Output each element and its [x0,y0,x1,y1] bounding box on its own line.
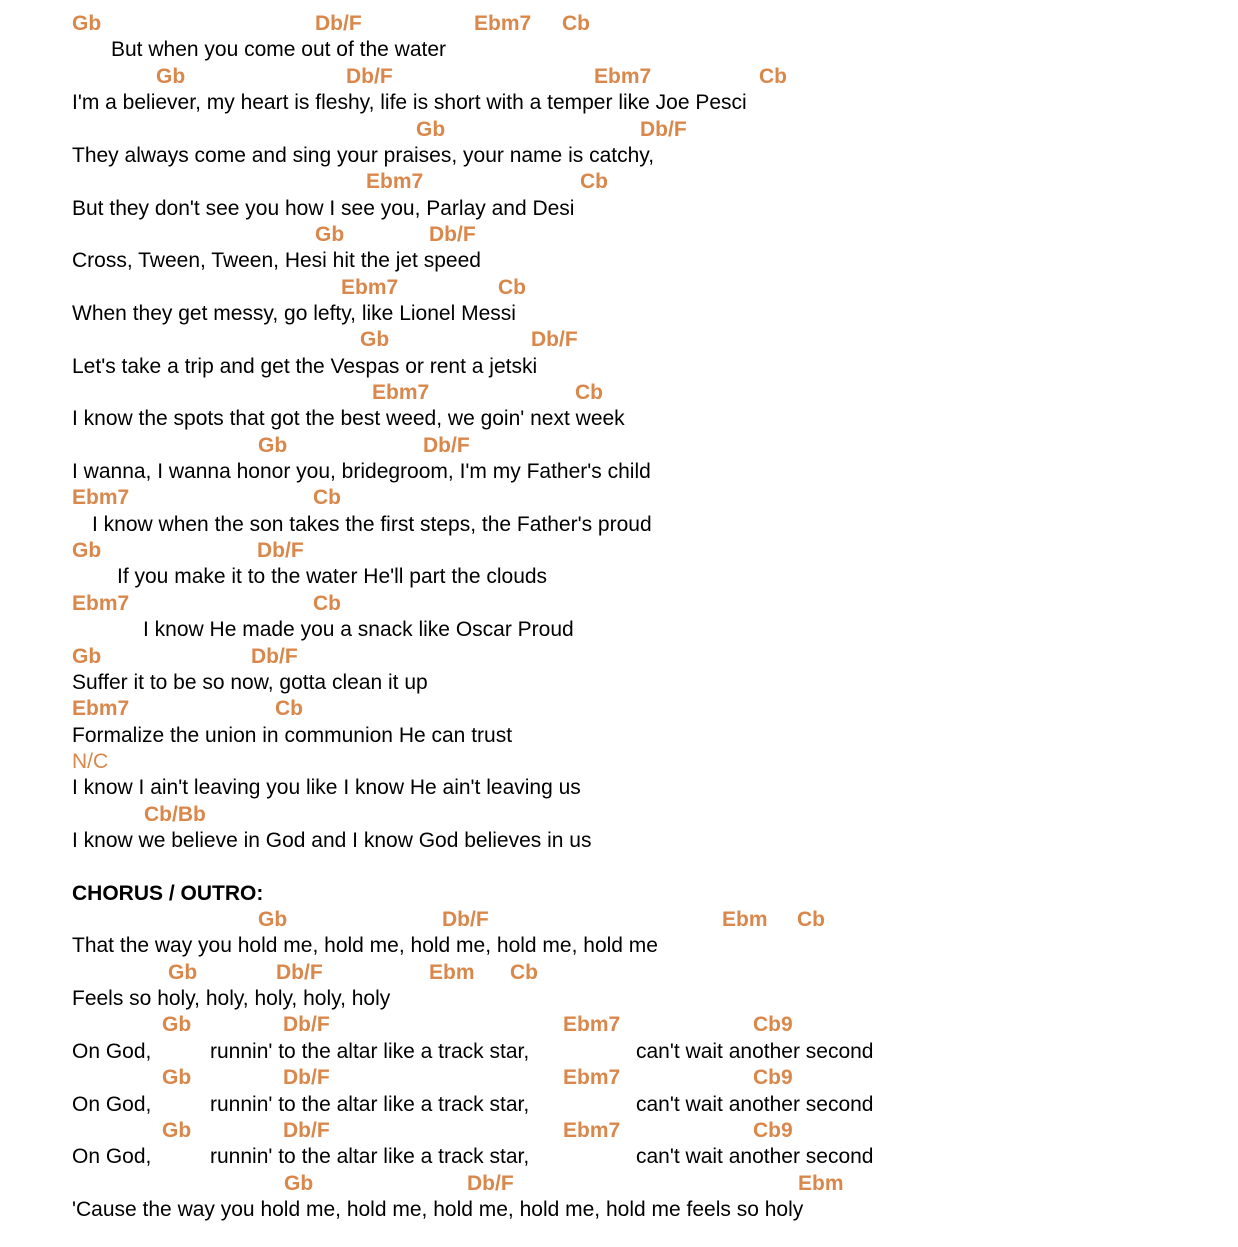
chord: Ebm7 [594,65,652,88]
chord: Gb [258,434,288,457]
lyric-line: can't wait another second [636,1145,874,1168]
chord: Gb [162,1119,192,1142]
chord: Cb [313,592,341,615]
lyric-line: On God, [72,1145,152,1168]
chord: Cb [498,276,526,299]
lyric-line: I wanna, I wanna honor you, bridegroom, I'm my Father's child [72,460,651,483]
chord: Db/F [531,328,578,351]
section-heading: CHORUS / OUTRO: [72,882,264,905]
chord: Ebm7 [474,12,532,35]
lyric-line: But when you come out of the water [111,38,447,61]
lyric-line: runnin' to the altar like a track star, [210,1040,530,1063]
chord: Cb [759,65,787,88]
chord: Cb [575,381,603,404]
chord: Ebm7 [72,592,130,615]
chord: Cb/Bb [144,803,206,826]
chord: Ebm [798,1172,844,1195]
lyric-line: But they don't see you how I see you, Parlay and Desi [72,197,575,220]
lyric-line: When they get messy, go lefty, like Lionel Messi [72,302,516,325]
chord: Ebm7 [72,697,130,720]
chord: Cb [313,486,341,509]
chord: Gb [156,65,186,88]
chord: Ebm [722,908,768,931]
chord: Cb [275,697,303,720]
chord: Cb [562,12,590,35]
chord: Db/F [257,539,304,562]
chord: Cb [580,170,608,193]
chord: Db/F [442,908,489,931]
chord: Gb [72,12,102,35]
chord: Db/F [467,1172,514,1195]
chord: Db/F [423,434,470,457]
chord: Ebm7 [341,276,399,299]
chord: Ebm7 [372,381,430,404]
lyric-line: can't wait another second [636,1040,874,1063]
chord: Ebm7 [563,1066,621,1089]
lyric-line: I know the spots that got the best weed, we goin' next week [72,407,625,430]
chord: Ebm [429,961,475,984]
chord: Gb [162,1066,192,1089]
lyric-line: runnin' to the altar like a track star, [210,1145,530,1168]
chord: Ebm7 [563,1119,621,1142]
chord: Ebm7 [72,486,130,509]
chord: Gb [72,539,102,562]
lyric-line: I'm a believer, my heart is fleshy, life is short with a temper like Joe Pesci [72,91,747,114]
lyric-line: 'Cause the way you hold me, hold me, hold me, hold me, hold me feels so holy [72,1198,804,1221]
lyric-line: I know He made you a snack like Oscar Proud [143,618,574,641]
chord: Db/F [429,223,476,246]
chord: Db/F [315,12,362,35]
lyric-line: Cross, Tween, Tween, Hesi hit the jet speed [72,249,481,272]
chord: Cb9 [753,1119,793,1142]
chord: Gb [360,328,390,351]
chord: Db/F [346,65,393,88]
lyric-line: That the way you hold me, hold me, hold me, hold me, hold me [72,934,658,957]
chord: Gb [162,1013,192,1036]
chord: Db/F [283,1066,330,1089]
lyric-line: I know we believe in God and I know God believes in us [72,829,592,852]
chord: Gb [416,118,446,141]
chord: Gb [284,1172,314,1195]
chord: Gb [72,645,102,668]
chord: Cb [510,961,538,984]
lyric-line: On God, [72,1093,152,1116]
lyric-line: Suffer it to be so now, gotta clean it up [72,671,428,694]
chord: Gb [168,961,198,984]
chord: Ebm7 [563,1013,621,1036]
lyric-line: I know I ain't leaving you like I know He ain't leaving us [72,776,581,799]
lyric-line: They always come and sing your praises, your name is catchy, [72,144,655,167]
chord: Db/F [640,118,687,141]
chord: Cb9 [753,1066,793,1089]
lyric-line: If you make it to the water He'll part the clouds [117,565,548,588]
lyric-line: I know when the son takes the first steps, the Father's proud [92,513,652,536]
lyric-line: Formalize the union in communion He can trust [72,724,513,747]
chord: Db/F [283,1013,330,1036]
lyric-line: On God, [72,1040,152,1063]
chord: Cb9 [753,1013,793,1036]
chord: Db/F [276,961,323,984]
lyric-line: can't wait another second [636,1093,874,1116]
chord: N/C [72,750,109,773]
chord: Gb [315,223,345,246]
chord: Db/F [251,645,298,668]
chord: Gb [258,908,288,931]
chord: Db/F [283,1119,330,1142]
chord: Ebm7 [366,170,424,193]
lyric-line: runnin' to the altar like a track star, [210,1093,530,1116]
lyric-line: Let's take a trip and get the Vespas or rent a jetski [72,355,538,378]
chord: Cb [797,908,825,931]
lyric-line: Feels so holy, holy, holy, holy, holy [72,987,391,1010]
